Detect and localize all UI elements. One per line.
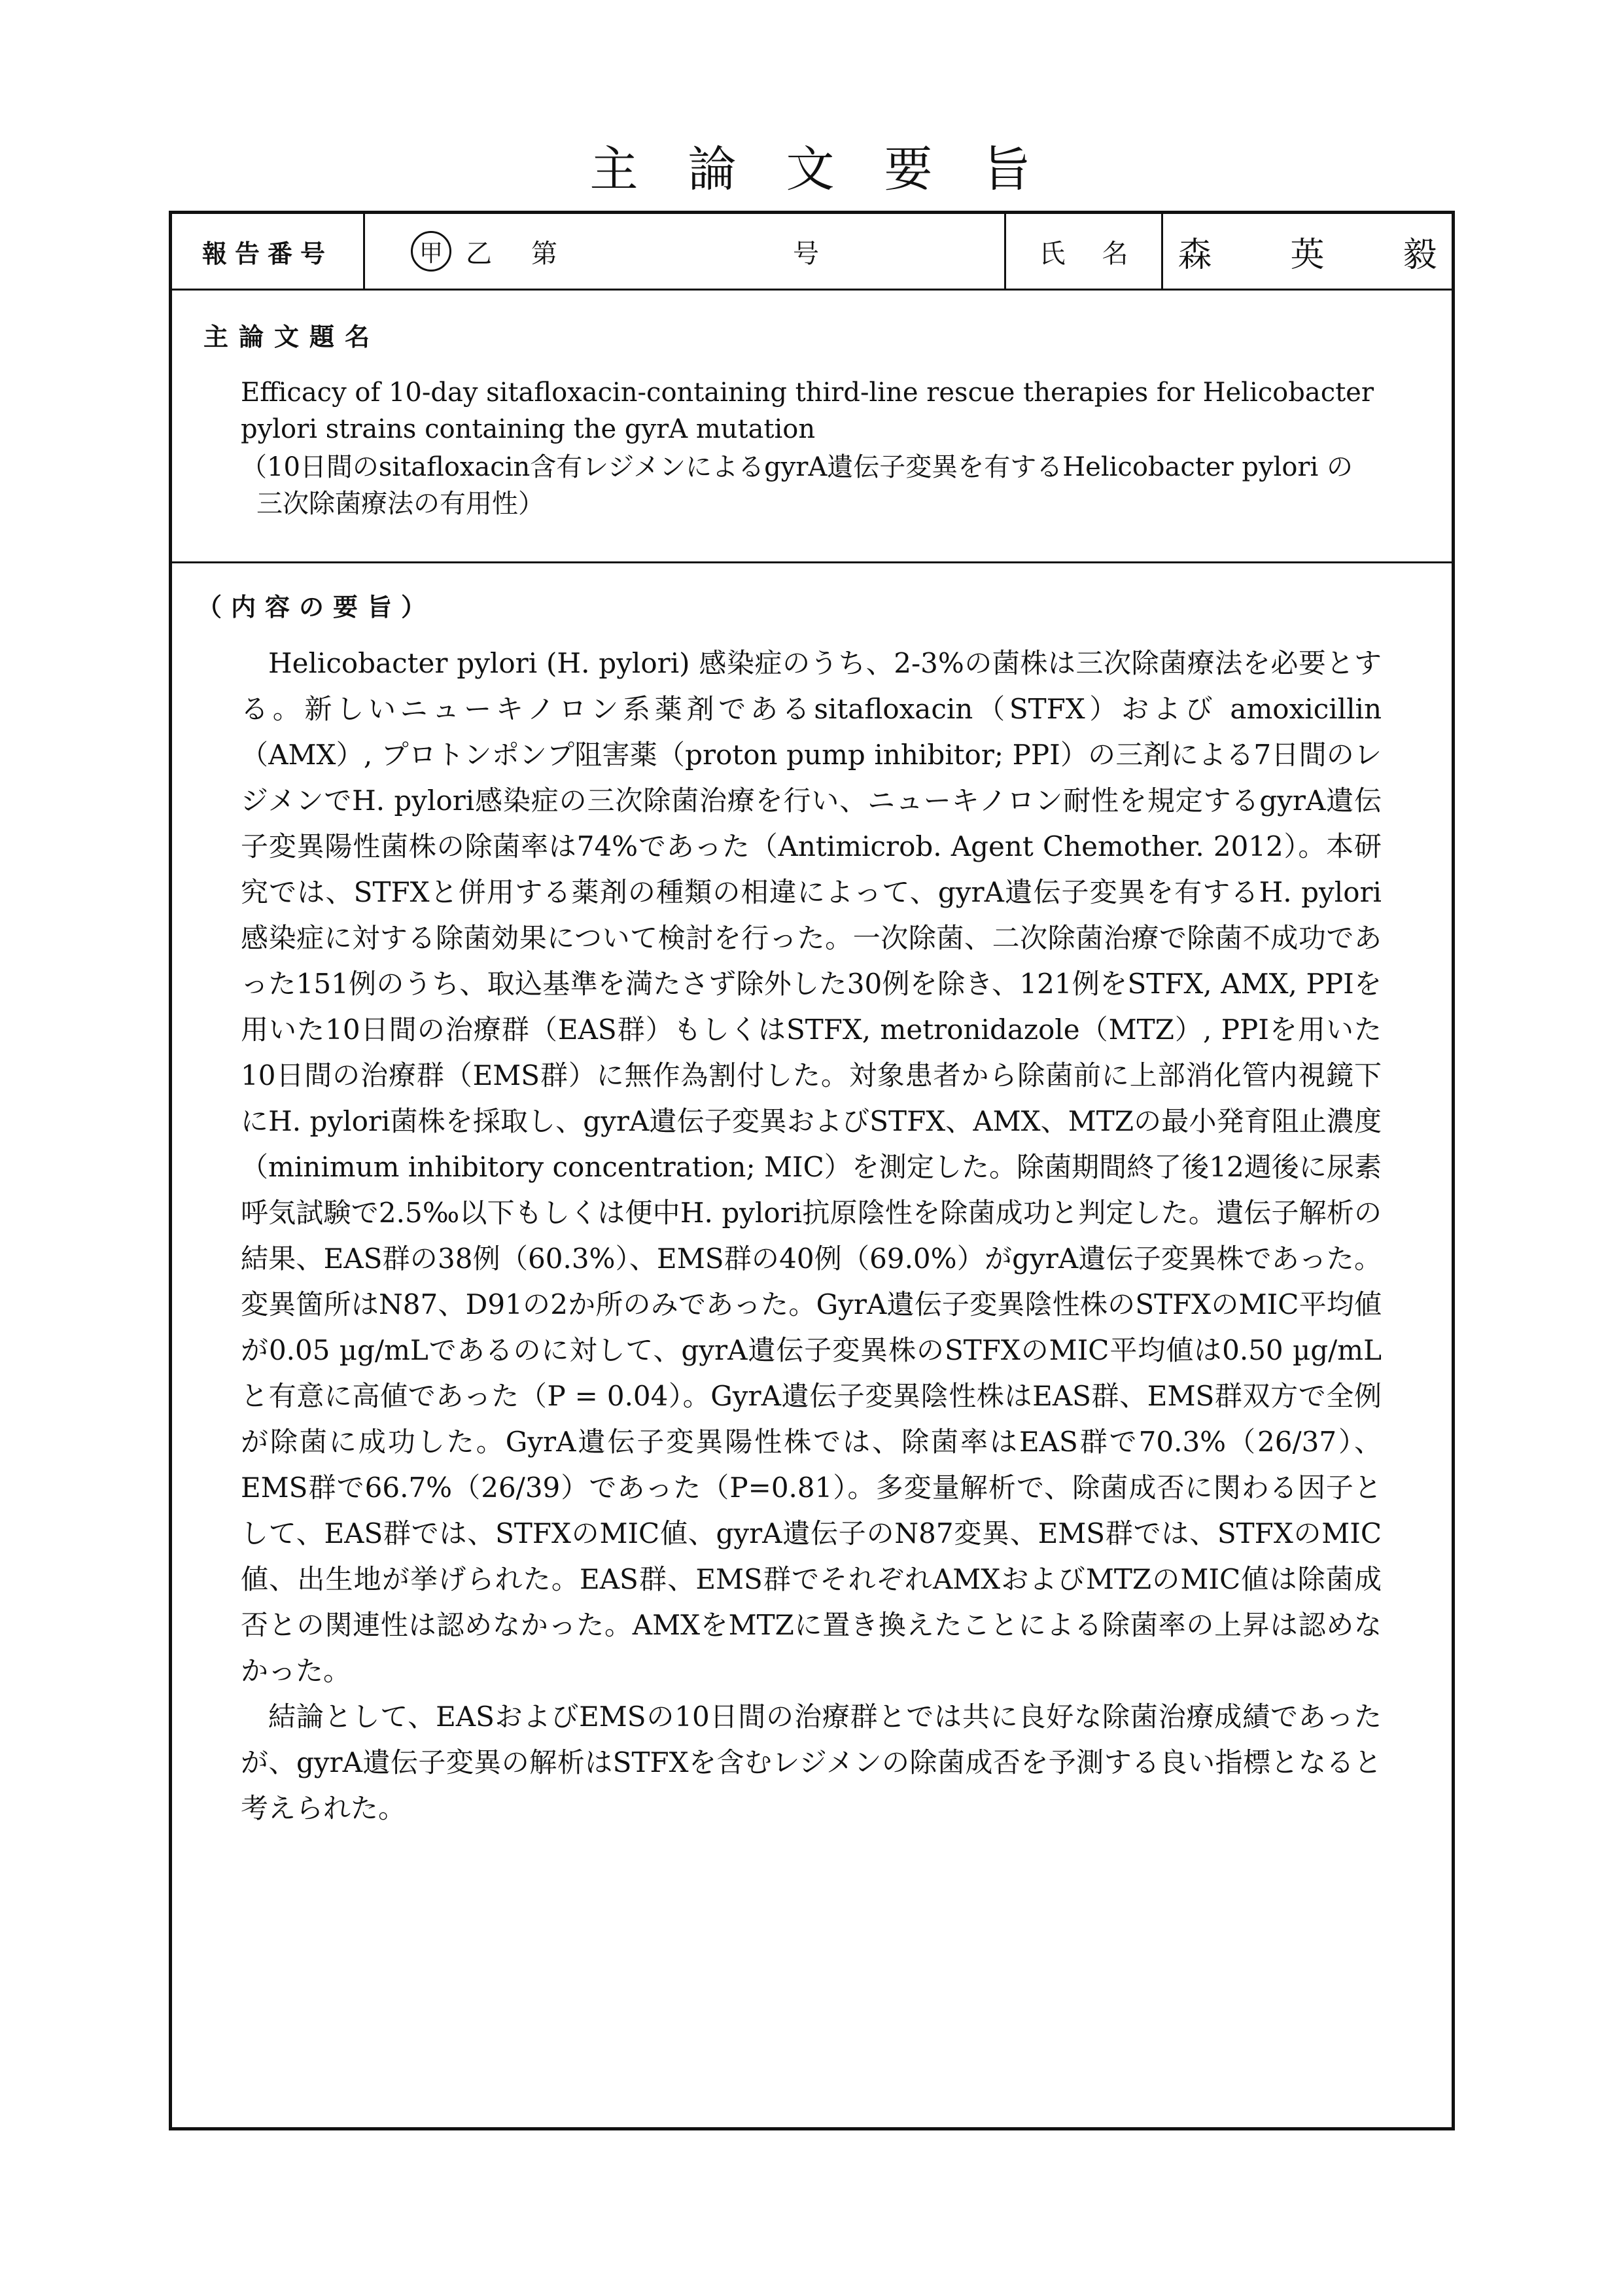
circled-kou-mark: 甲 xyxy=(411,231,451,272)
thesis-title-section xyxy=(172,291,1452,563)
name-char: 英 xyxy=(1290,235,1325,275)
report-dai: 第 xyxy=(531,238,557,269)
title-char: 要 xyxy=(884,141,935,198)
name-char: 森 xyxy=(1178,235,1212,275)
summary-label: （内容の要旨） xyxy=(197,593,436,622)
report-number-label: 報告番号 xyxy=(172,214,365,289)
summary-paragraph: 結論として、EASおよびEMSの10日間の治療群とでは共に良好な除菌治療成績であったが、gyrA遺伝子変異の解析はSTFXを含むレジメンの除菌成否を予測する良い指標となると考えられた。 xyxy=(241,1701,1382,1824)
report-kind-otsu: 乙 xyxy=(466,238,492,269)
summary-section xyxy=(172,563,1452,2127)
summary-paragraph: Helicobacter pylori (H. pylori) 感染症のうち、2-3%の菌株は三次除菌療法を必要とする。新しいニューキノロン系薬剤であるsitafloxacin（STFX）および amoxicillin（AMX）, プロトンポンプ阻害薬（proton pump inhibitor; PPI）の三剤による7日間のレジメンでH. pylori感染症の三次除菌治療を行い、ニューキノロン耐性を規定するgyrA遺伝子変異陽性菌株の除菌率は74%であった（Antimicrob. Agent Chemother. 2012）。本研究では、STFXと併用する薬剤の種類の相違によって、gyrA遺伝子変異を有するH. pylori感染症に対する除菌効果について検討を行った。一次除菌、二次除菌治療で除菌不成功であった151例のうち、取込基準を満たさず除外した30例を除き、121例をSTFX, AMX, PPIを用いた10日間の治療群（EAS群）もしくはSTFX, metronidazole（MTZ）, PPIを用いた10日間の治療群（EMS群）に無作為割付した。対象患者から除菌前に上部消化管内視鏡下にH. pylori菌株を採取し、gyrA遺伝子変異およびSTFX、AMX、MTZの最小発育阻止濃度（minimum inhibitory concentration; MIC）を測定した。除菌期間終了後12週後に尿素呼気試験で2.5‰以下もしくは便中H. pylori抗原陰性を除菌成功と判定した。遺伝子解析の結果、EAS群の38例（60.3%）、EMS群の40例（69.0%）がgyrA遺伝子変異株であった。変異箇所はN87、D91の2か所のみであった。GyrA遺伝子変異陰性株のSTFXのMIC平均値が0.05 µg/mLであるのに対して、gyrA遺伝子変異株のSTFXのMIC平均値は0.50 µg/mLと有意に高値であった（P = 0.04）。GyrA遺伝子変異陰性株はEAS群、EMS群双方で全例が除菌に成功した。GyrA遺伝子変異陽性株では、除菌率はEAS群で70.3%（26/37）、EMS群で66.7%（26/39）であった（P=0.81）。多変量解析で、除菌成否に関わる因子として、EAS群では、STFXのMIC値、gyrA遺伝子のN87変異、EMS群では、STFXのMIC値、出生地が挙げられた。EAS群、EMS群でそれぞれAMXおよびMTZのMIC値は除菌成否との関連性は認めなかった。AMXをMTZに置き換えたことによる除菌率の上昇は認めなかった。 xyxy=(241,647,1382,1687)
thesis-title-label: 主論文題名 xyxy=(203,323,381,351)
report-number-field xyxy=(365,214,1006,289)
author-name xyxy=(1163,214,1452,289)
report-gou: 号 xyxy=(793,238,819,269)
thesis-title-english: Efficacy of 10-day sitafloxacin-containing third-line rescue therapies for Helicobacter pylori strains containing the gyrA mutation xyxy=(241,378,1374,444)
title-char: 旨 xyxy=(982,141,1034,198)
form-frame xyxy=(169,211,1455,2130)
name-label xyxy=(1006,214,1163,289)
name-label-char: 名 xyxy=(1102,238,1128,269)
thesis-title-text xyxy=(241,374,1379,522)
report-row xyxy=(172,214,1452,291)
title-char: 文 xyxy=(786,141,837,198)
name-label-char: 氏 xyxy=(1039,238,1066,269)
title-char: 主 xyxy=(589,141,641,198)
document-title xyxy=(0,131,1623,200)
summary-body xyxy=(241,641,1382,1831)
thesis-title-japanese: （10日間のsitafloxacin含有レジメンによるgyrA遺伝子変異を有するHelicobacter pylori の三次除菌療法の有用性） xyxy=(241,452,1353,519)
name-char: 毅 xyxy=(1403,235,1437,275)
title-char: 論 xyxy=(688,141,739,198)
